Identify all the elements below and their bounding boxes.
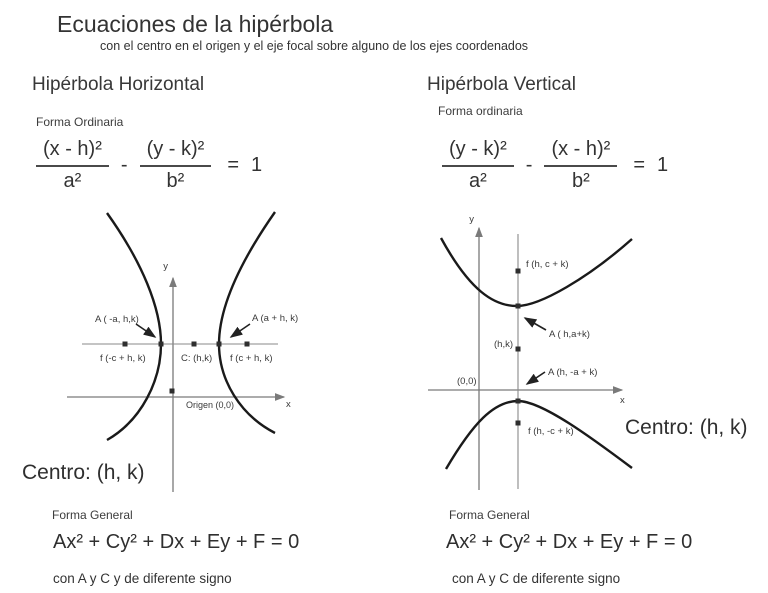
numerator: (y - k)²	[140, 138, 212, 167]
right-vertex-marker	[217, 342, 222, 347]
top-focus-label: f (h, c + k)	[526, 259, 569, 270]
origin-label: Origen (0,0)	[186, 400, 235, 410]
center-marker	[192, 342, 197, 347]
left-general-form-label: Forma General	[52, 508, 133, 522]
right-hand-side: 1	[657, 154, 669, 176]
fraction	[140, 138, 212, 193]
right-hand-side: 1	[251, 154, 263, 176]
x-axis-label: x	[620, 395, 625, 406]
right-general-note: con A y C de diferente signo	[452, 571, 621, 586]
origin-marker	[170, 389, 175, 394]
right-general-equation: Ax² + Cy² + Dx + Ey + F = 0	[446, 531, 693, 553]
page-subtitle: con el centro en el origen y el eje focal sobre alguno de los ejes coordenados	[100, 39, 529, 53]
bottom-vertex-label: A (h, -a + k)	[548, 367, 598, 378]
right-focus-label: f (c + h, k)	[230, 353, 273, 364]
heading-horizontal-hyperbola: Hipérbola Horizontal	[32, 74, 205, 95]
denominator: b²	[166, 170, 185, 192]
x-axis-label: x	[286, 399, 291, 410]
heading-vertical-hyperbola: Hipérbola Vertical	[427, 74, 576, 95]
left-vertex-label: A ( -a, h,k)	[95, 314, 139, 325]
minus-sign: -	[120, 154, 128, 176]
numerator: (y - k)²	[442, 138, 514, 167]
denominator: a²	[468, 170, 487, 192]
center-marker	[516, 347, 521, 352]
center-label: C: (h,k)	[181, 353, 213, 364]
right-ordinary-formula	[442, 138, 668, 193]
right-vertex-label: A (a + h, k)	[252, 313, 299, 324]
right-focus-marker	[245, 342, 250, 347]
denominator: a²	[63, 170, 82, 192]
top-focus-marker	[516, 269, 521, 274]
fraction	[36, 138, 109, 193]
right-centro-label: Centro: (h, k)	[625, 416, 748, 439]
origin-label: (0,0)	[457, 376, 477, 387]
left-focus-label: f (-c + h, k)	[100, 353, 146, 364]
left-focus-marker	[123, 342, 128, 347]
denominator: b²	[571, 170, 590, 192]
left-branch-curve	[107, 213, 161, 440]
left-vertex-marker	[159, 342, 164, 347]
right-vertex-arrow	[231, 324, 250, 337]
fraction	[442, 138, 514, 193]
equals-sign: =	[227, 154, 240, 176]
left-ordinary-form-label: Forma Ordinaria	[36, 115, 124, 129]
numerator: (x - h)²	[36, 138, 109, 167]
fraction	[544, 138, 617, 193]
upper-branch-curve	[441, 238, 632, 306]
top-vertex-label: A ( h,a+k)	[549, 329, 590, 340]
numerator: (x - h)²	[544, 138, 617, 167]
top-vertex-marker	[516, 304, 521, 309]
page-title: Ecuaciones de la hipérbola	[57, 11, 334, 37]
equals-sign: =	[633, 154, 646, 176]
left-general-note: con A y C y de diferente signo	[53, 571, 232, 586]
bottom-vertex-arrow	[527, 372, 545, 384]
right-general-form-label: Forma General	[449, 508, 530, 522]
minus-sign: -	[525, 154, 533, 176]
top-vertex-arrow	[525, 318, 546, 330]
left-ordinary-formula	[36, 138, 262, 193]
horizontal-hyperbola-graph	[0, 200, 340, 500]
y-axis-label: y	[163, 261, 168, 272]
center-label: (h,k)	[494, 339, 513, 350]
left-vertex-arrow	[136, 324, 155, 337]
right-ordinary-form-label: Forma ordinaria	[438, 104, 523, 118]
bottom-focus-label: f (h, -c + k)	[528, 426, 574, 437]
bottom-vertex-marker	[516, 399, 521, 404]
left-general-equation: Ax² + Cy² + Dx + Ey + F = 0	[53, 531, 300, 553]
y-axis-label: y	[469, 214, 474, 225]
left-centro-label: Centro: (h, k)	[22, 461, 145, 484]
vertical-hyperbola-graph	[384, 200, 768, 500]
bottom-focus-marker	[516, 421, 521, 426]
